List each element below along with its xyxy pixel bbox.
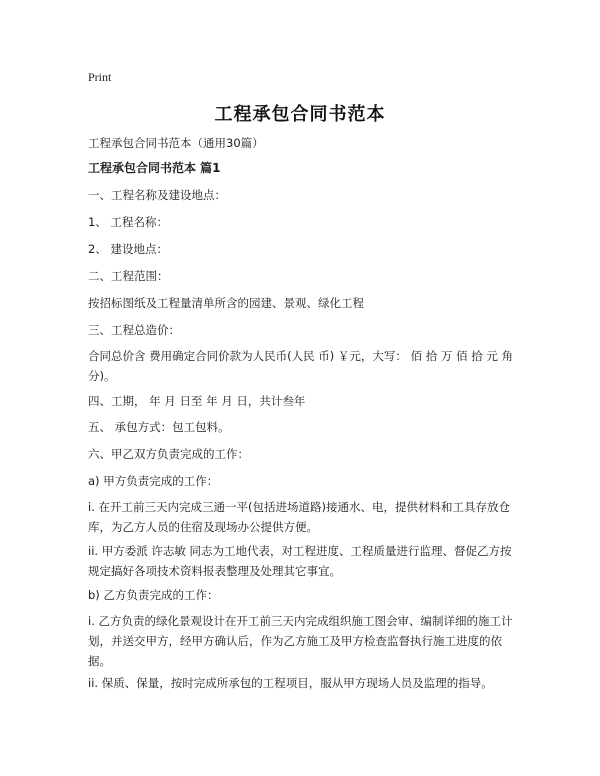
paragraph: 五、 承包方式：包工包料。 (88, 420, 230, 434)
paragraph: 按招标图纸及工程量清单所含的园建、景观、绿化工程 (88, 296, 364, 310)
document-subtitle: 工程承包合同书范本（通用30篇） (88, 136, 264, 150)
paragraph: 2、 建设地点： (88, 242, 168, 256)
paragraph: 一、工程名称及建设地点： (88, 188, 226, 202)
paragraph: b) 乙方负责完成的工作： (88, 588, 219, 602)
paragraph: a) 甲方负责完成的工作： (88, 474, 219, 488)
print-label: Print (88, 70, 112, 84)
paragraph: i. 乙方负责的绿化景观设计在开工前三天内完成组织施工图会审、编制详细的施工计划，并送交甲方，经甲方确认后，作为乙方施工及甲方检查监督执行施工进度的依据。 (88, 614, 513, 668)
paragraph: i. 在开工前三天内完成三通一平(包括进场道路)接通水、电，提供材料和工具存放仓库，为乙方人员的住宿及现场办公提供方便。 (88, 500, 510, 534)
paragraph: ii. 甲方委派 许志敏 同志为工地代表，对工程进度、工程质量进行监理、督促乙方按规定搞好各项技术资料报表整理及处理其它事宜。 (88, 544, 512, 578)
paragraph: 六、甲乙双方负责完成的工作： (88, 447, 249, 461)
paragraph: 合同总价含 费用确定合同价款为人民币(人民 币) ￥元，大写： 佰 拾 万 佰 拾 元 角 分)。 (88, 349, 514, 383)
section-heading: 工程承包合同书范本 篇1 (88, 161, 221, 175)
page-title: 工程承包合同书范本 (214, 104, 386, 125)
paragraph: 二、工程范围： (88, 269, 169, 283)
paragraph: 四、工期， 年 月 日至 年 月 日，共计叁年 (88, 394, 306, 408)
paragraph: ii. 保质、保量，按时完成所承包的工程项目，服从甲方现场人员及监理的指导。 (88, 676, 493, 690)
paragraph: 三、工程总造价： (88, 323, 180, 337)
paragraph: 1、 工程名称： (88, 215, 168, 229)
